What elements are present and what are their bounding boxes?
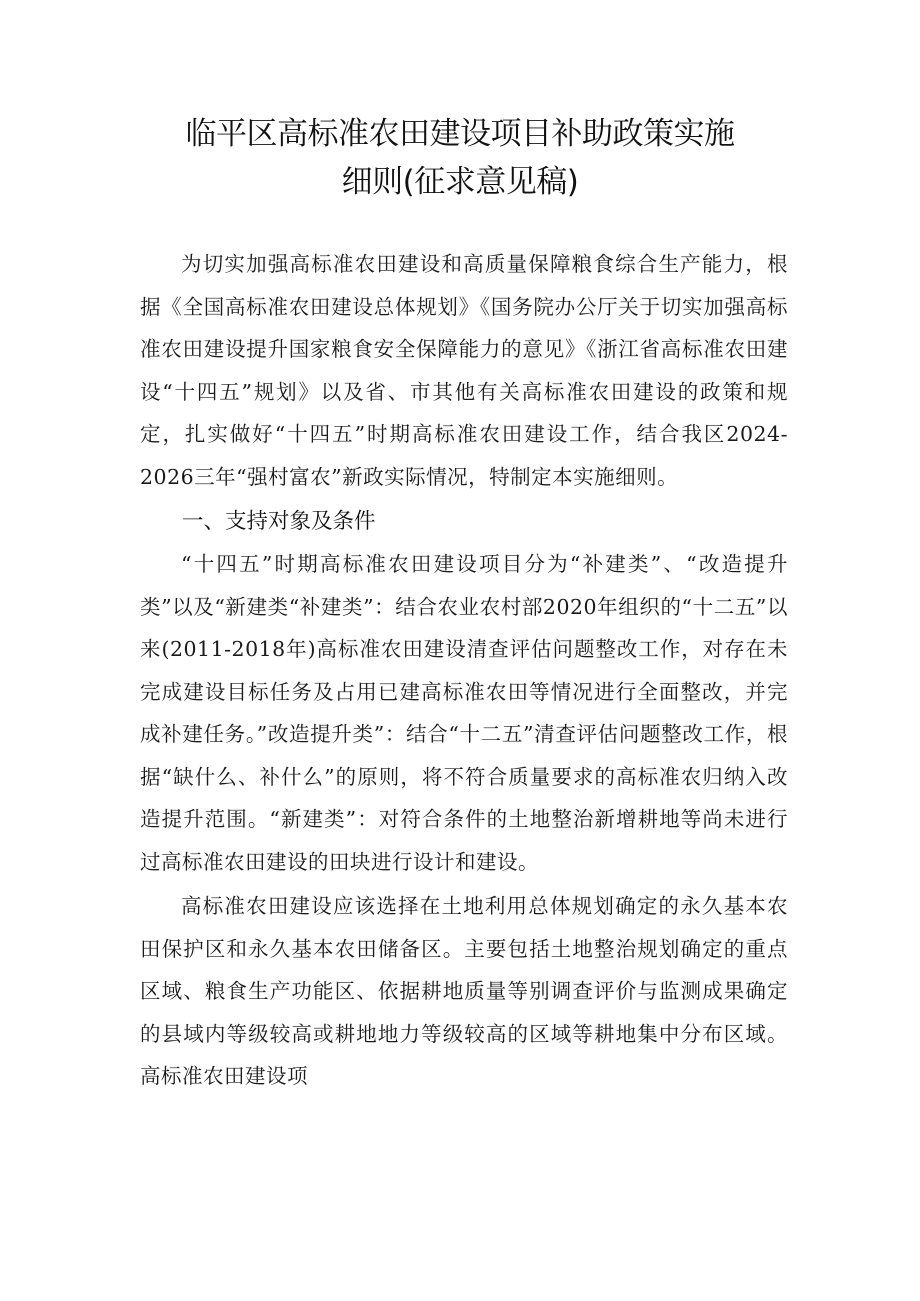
document-title-line-1: 临平区高标准农田建设项目补助政策实施 bbox=[185, 116, 735, 152]
section-heading-support-targets: 一、支持对象及条件 bbox=[182, 509, 376, 534]
section-paragraph-project-types bbox=[140, 543, 788, 883]
section-paragraph-project-types-text: “十四五”时期高标准农田建设项目分为“补建类”、“改造提升类”以及“新建类“补建类”：结合农业农村部2020年组织的“十二五”以来(2011-2018年)高标准农田建设清查评估问题整改工作，对存在未完成建设目标任务及占用已建高标准农田等情况进行全面整改，并完成补建任务。”改造提升类”：结合“十二五”清查评估问题整改工作，根据“缺什么、补什么”的原则，将不符合质量要求的高标准农归纳入改造提升范围。“新建类”：对符合条件的土地整治新增耕地等尚未进行过高标准农田建设的田块进行设计和建设。 bbox=[140, 552, 788, 874]
document-title-line-2: 细则(征求意见稿) bbox=[341, 164, 579, 200]
section-paragraph-location-text: 高标准农田建设应该选择在土地利用总体规划确定的永久基本农田保护区和永久基本农田储备区。主要包括土地整治规划确定的重点区域、粮食生产功能区、依据耕地质量等别调查评价与监测成果确定的县域内等级较高或耕地地力等级较高的区域等耕地集中分布区域。高标准农田建设项 bbox=[140, 894, 788, 1088]
section-paragraph-location bbox=[140, 885, 788, 1098]
intro-paragraph bbox=[140, 243, 788, 498]
intro-paragraph-text: 为切实加强高标准农田建设和高质量保障粮食综合生产能力，根据《全国高标准农田建设总体规划》《国务院办公厅关于切实加强高标准农田建设提升国家粮食安全保障能力的意见》《浙江省高标准农田建设“十四五”规划》以及省、市其他有关高标准农田建设的政策和规定，扎实做好“十四五”时期高标准农田建设工作，结合我区2024-2026三年“强村富农”新政实际情况，特制定本实施细则。 bbox=[140, 252, 788, 489]
